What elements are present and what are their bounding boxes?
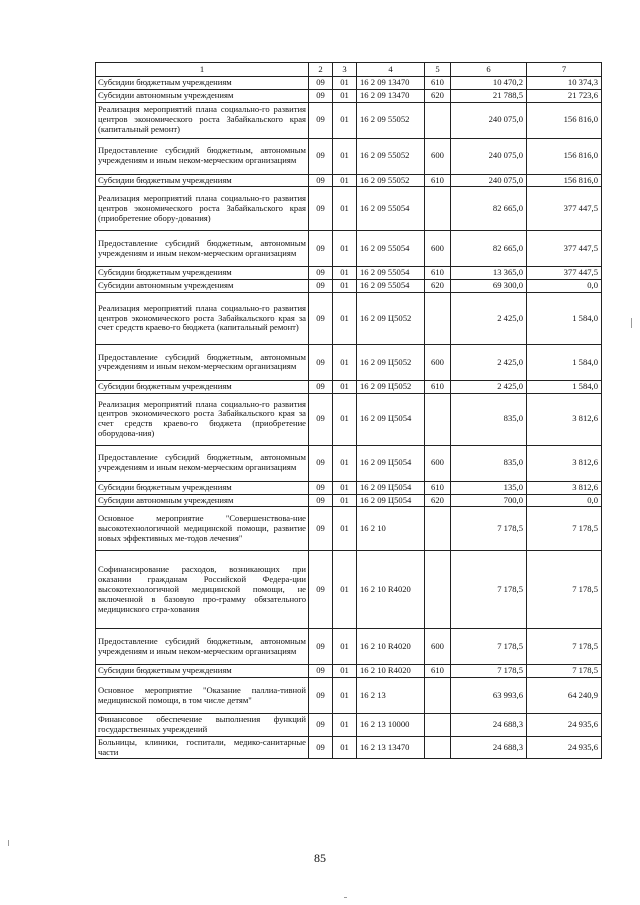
row-value-cell: 24 935,6 xyxy=(527,714,602,737)
row-value-cell xyxy=(425,393,451,445)
column-header: 1 xyxy=(96,63,309,77)
row-value-cell: 1 584,0 xyxy=(527,292,602,344)
row-value-cell: 377 447,5 xyxy=(527,267,602,280)
row-value-cell: 24 688,3 xyxy=(451,714,527,737)
row-value-cell: 09 xyxy=(309,267,333,280)
table-row xyxy=(96,551,602,629)
scan-speck xyxy=(8,840,9,846)
table-row xyxy=(96,736,602,759)
row-value-cell: 24 935,6 xyxy=(527,736,602,759)
row-description-cell: Субсидии бюджетным учреждениям xyxy=(96,380,309,393)
row-description-cell: Основное мероприятие "Оказание паллиа-тивной медицинской помощи, в том числе детям" xyxy=(96,678,309,714)
row-value-cell: 09 xyxy=(309,445,333,481)
column-header: 3 xyxy=(333,63,357,77)
row-value-cell: 16 2 09 55054 xyxy=(357,187,425,231)
table-row xyxy=(96,507,602,551)
row-value-cell: 01 xyxy=(333,665,357,678)
table-row xyxy=(96,380,602,393)
row-value-cell: 7 178,5 xyxy=(451,507,527,551)
row-value-cell: 3 812,6 xyxy=(527,393,602,445)
row-value-cell: 600 xyxy=(425,445,451,481)
row-value-cell: 24 688,3 xyxy=(451,736,527,759)
row-value-cell: 7 178,5 xyxy=(451,551,527,629)
page-number: 85 xyxy=(314,851,326,865)
row-description-cell: Предоставление субсидий бюджетным, автономным учреждениям и иным неком-мерческим организациям xyxy=(96,629,309,665)
row-value-cell: 01 xyxy=(333,77,357,90)
table-row xyxy=(96,231,602,267)
row-value-cell: 10 470,2 xyxy=(451,77,527,90)
row-value-cell: 16 2 09 Ц5052 xyxy=(357,344,425,380)
row-value-cell: 16 2 09 55054 xyxy=(357,267,425,280)
table-body xyxy=(96,77,602,759)
row-value-cell: 2 425,0 xyxy=(451,380,527,393)
row-value-cell: 01 xyxy=(333,231,357,267)
row-value-cell: 16 2 09 Ц5052 xyxy=(357,292,425,344)
row-value-cell: 16 2 10 R4020 xyxy=(357,665,425,678)
row-value-cell: 09 xyxy=(309,678,333,714)
row-value-cell: 09 xyxy=(309,187,333,231)
row-value-cell xyxy=(425,187,451,231)
row-value-cell: 16 2 09 55052 xyxy=(357,174,425,187)
row-value-cell: 240 075,0 xyxy=(451,138,527,174)
row-value-cell: 21 788,5 xyxy=(451,89,527,102)
row-description-cell: Основное мероприятие "Совершенствова-ние высокотехнологичной медицинской помощи, развитие новых эффективных ме-тодов лечения" xyxy=(96,507,309,551)
row-value-cell: 0,0 xyxy=(527,494,602,507)
row-value-cell: 01 xyxy=(333,678,357,714)
row-value-cell: 01 xyxy=(333,736,357,759)
row-value-cell: 16 2 09 Ц5054 xyxy=(357,481,425,494)
table-row xyxy=(96,138,602,174)
row-value-cell: 135,0 xyxy=(451,481,527,494)
table-row xyxy=(96,714,602,737)
row-value-cell: 09 xyxy=(309,138,333,174)
row-value-cell: 01 xyxy=(333,445,357,481)
row-value-cell: 01 xyxy=(333,292,357,344)
row-description-cell: Софинансирование расходов, возникающих при оказании гражданам Российской Федера-ции высокотехнологичной медицинской помощи, не включенной в базовую про-грамму обязательного медицинского стра-хования xyxy=(96,551,309,629)
row-value-cell: 7 178,5 xyxy=(451,665,527,678)
row-value-cell xyxy=(425,292,451,344)
row-value-cell: 2 425,0 xyxy=(451,292,527,344)
table-row xyxy=(96,280,602,293)
column-header: 4 xyxy=(357,63,425,77)
row-value-cell: 01 xyxy=(333,89,357,102)
row-value-cell xyxy=(425,714,451,737)
row-value-cell: 01 xyxy=(333,481,357,494)
row-value-cell: 610 xyxy=(425,174,451,187)
row-value-cell: 610 xyxy=(425,665,451,678)
table-row xyxy=(96,102,602,138)
table-row xyxy=(96,77,602,90)
table-row xyxy=(96,89,602,102)
column-header: 6 xyxy=(451,63,527,77)
row-description-cell: Субсидии автономным учреждениям xyxy=(96,280,309,293)
row-value-cell: 835,0 xyxy=(451,445,527,481)
row-description-cell: Предоставление субсидий бюджетным, автономным учреждениям и иным неком-мерческим организациям xyxy=(96,445,309,481)
row-value-cell: 835,0 xyxy=(451,393,527,445)
row-value-cell: 240 075,0 xyxy=(451,174,527,187)
row-value-cell: 01 xyxy=(333,102,357,138)
table-row xyxy=(96,481,602,494)
row-description-cell: Финансовое обеспечение выполнения функций государственных учреждений xyxy=(96,714,309,737)
row-value-cell: 16 2 09 55054 xyxy=(357,231,425,267)
row-value-cell: 16 2 09 Ц5052 xyxy=(357,380,425,393)
row-value-cell: 16 2 13 10000 xyxy=(357,714,425,737)
row-value-cell: 01 xyxy=(333,507,357,551)
row-value-cell: 16 2 09 Ц5054 xyxy=(357,393,425,445)
table-row xyxy=(96,187,602,231)
row-description-cell: Субсидии автономным учреждениям xyxy=(96,89,309,102)
table-row xyxy=(96,665,602,678)
row-value-cell: 16 2 10 R4020 xyxy=(357,551,425,629)
row-value-cell: 610 xyxy=(425,267,451,280)
row-value-cell: 16 2 10 xyxy=(357,507,425,551)
row-value-cell: 01 xyxy=(333,551,357,629)
row-description-cell: Субсидии бюджетным учреждениям xyxy=(96,77,309,90)
row-value-cell: 1 584,0 xyxy=(527,380,602,393)
row-value-cell: 600 xyxy=(425,629,451,665)
row-value-cell: 01 xyxy=(333,393,357,445)
row-value-cell xyxy=(425,551,451,629)
row-value-cell: 01 xyxy=(333,494,357,507)
row-value-cell: 01 xyxy=(333,280,357,293)
row-value-cell: 7 178,5 xyxy=(527,551,602,629)
row-value-cell: 63 993,6 xyxy=(451,678,527,714)
row-description-cell: Предоставление субсидий бюджетным, автономным учреждениям и иным неком-мерческим организациям xyxy=(96,231,309,267)
row-value-cell: 01 xyxy=(333,344,357,380)
row-value-cell: 09 xyxy=(309,665,333,678)
row-description-cell: Предоставление субсидий бюджетным, автономным учреждениям и иным неком-мерческим организациям xyxy=(96,344,309,380)
row-value-cell: 156 816,0 xyxy=(527,138,602,174)
table-row xyxy=(96,445,602,481)
row-value-cell: 3 812,6 xyxy=(527,481,602,494)
row-value-cell: 3 812,6 xyxy=(527,445,602,481)
row-value-cell: 10 374,3 xyxy=(527,77,602,90)
row-value-cell: 156 816,0 xyxy=(527,174,602,187)
row-value-cell: 610 xyxy=(425,77,451,90)
row-value-cell: 377 447,5 xyxy=(527,231,602,267)
row-value-cell: 01 xyxy=(333,187,357,231)
row-value-cell: 16 2 13 xyxy=(357,678,425,714)
row-value-cell: 09 xyxy=(309,481,333,494)
row-description-cell: Субсидии бюджетным учреждениям xyxy=(96,174,309,187)
row-description-cell: Реализация мероприятий плана социально-го развития центров экономического роста Забайкальского края за счет средств краево-го бюджета (капитальный ремонт) xyxy=(96,292,309,344)
row-value-cell: 1 584,0 xyxy=(527,344,602,380)
budget-table-sheet xyxy=(95,62,601,759)
scan-speck xyxy=(631,318,632,328)
row-value-cell: 01 xyxy=(333,714,357,737)
row-value-cell: 2 425,0 xyxy=(451,344,527,380)
row-value-cell: 156 816,0 xyxy=(527,102,602,138)
row-value-cell: 13 365,0 xyxy=(451,267,527,280)
row-value-cell: 82 665,0 xyxy=(451,187,527,231)
row-value-cell: 377 447,5 xyxy=(527,187,602,231)
column-header: 2 xyxy=(309,63,333,77)
row-value-cell: 620 xyxy=(425,494,451,507)
row-value-cell: 16 2 09 13470 xyxy=(357,89,425,102)
row-value-cell: 09 xyxy=(309,380,333,393)
row-value-cell: 600 xyxy=(425,138,451,174)
column-header: 5 xyxy=(425,63,451,77)
table-row xyxy=(96,174,602,187)
row-value-cell: 620 xyxy=(425,280,451,293)
row-value-cell xyxy=(425,507,451,551)
row-value-cell: 09 xyxy=(309,551,333,629)
row-value-cell: 620 xyxy=(425,89,451,102)
row-description-cell: Реализация мероприятий плана социально-го развития центров экономического роста Забайкальского края (капитальный ремонт) xyxy=(96,102,309,138)
row-value-cell xyxy=(425,102,451,138)
row-value-cell: 09 xyxy=(309,77,333,90)
row-value-cell: 16 2 09 13470 xyxy=(357,77,425,90)
row-value-cell: 09 xyxy=(309,393,333,445)
row-value-cell: 01 xyxy=(333,267,357,280)
table-row xyxy=(96,267,602,280)
row-value-cell: 64 240,9 xyxy=(527,678,602,714)
table-row xyxy=(96,393,602,445)
row-value-cell: 700,0 xyxy=(451,494,527,507)
row-value-cell: 09 xyxy=(309,714,333,737)
row-value-cell: 600 xyxy=(425,231,451,267)
row-value-cell: 7 178,5 xyxy=(527,507,602,551)
row-value-cell: 610 xyxy=(425,481,451,494)
row-description-cell: Реализация мероприятий плана социально-го развития центров экономического роста Забайкальского края за счет средств краево-го бюджета (приобретение оборудова-ния) xyxy=(96,393,309,445)
table-row xyxy=(96,629,602,665)
row-value-cell: 09 xyxy=(309,89,333,102)
row-value-cell: 16 2 09 55054 xyxy=(357,280,425,293)
row-value-cell: 09 xyxy=(309,174,333,187)
row-value-cell: 16 2 13 13470 xyxy=(357,736,425,759)
row-value-cell: 09 xyxy=(309,736,333,759)
row-value-cell: 16 2 09 Ц5054 xyxy=(357,445,425,481)
table-row xyxy=(96,292,602,344)
row-value-cell: 01 xyxy=(333,174,357,187)
row-value-cell xyxy=(425,678,451,714)
row-description-cell: Субсидии автономным учреждениям xyxy=(96,494,309,507)
row-value-cell: 82 665,0 xyxy=(451,231,527,267)
row-value-cell: 7 178,5 xyxy=(527,665,602,678)
budget-table xyxy=(95,62,602,759)
row-value-cell: 16 2 09 55052 xyxy=(357,102,425,138)
row-description-cell: Субсидии бюджетным учреждениям xyxy=(96,481,309,494)
row-value-cell: 09 xyxy=(309,292,333,344)
row-value-cell: 240 075,0 xyxy=(451,102,527,138)
table-row xyxy=(96,344,602,380)
row-value-cell: 09 xyxy=(309,507,333,551)
row-value-cell: 16 2 10 R4020 xyxy=(357,629,425,665)
row-value-cell: 09 xyxy=(309,280,333,293)
row-value-cell: 01 xyxy=(333,629,357,665)
row-description-cell: Субсидии бюджетным учреждениям xyxy=(96,665,309,678)
table-row xyxy=(96,678,602,714)
row-value-cell: 16 2 09 Ц5054 xyxy=(357,494,425,507)
row-value-cell: 01 xyxy=(333,138,357,174)
row-value-cell: 09 xyxy=(309,102,333,138)
row-value-cell: 01 xyxy=(333,380,357,393)
row-value-cell: 09 xyxy=(309,494,333,507)
table-row xyxy=(96,494,602,507)
row-value-cell: 09 xyxy=(309,231,333,267)
row-value-cell: 610 xyxy=(425,380,451,393)
row-value-cell: 09 xyxy=(309,629,333,665)
row-value-cell: 69 300,0 xyxy=(451,280,527,293)
header-row xyxy=(96,63,602,77)
row-description-cell: Реализация мероприятий плана социально-го развития центров экономического роста Забайкальского края (приобретение обору-дования) xyxy=(96,187,309,231)
row-value-cell: 21 723,6 xyxy=(527,89,602,102)
row-value-cell xyxy=(425,736,451,759)
row-description-cell: Субсидии бюджетным учреждениям xyxy=(96,267,309,280)
row-description-cell: Больницы, клиники, госпитали, медико-санитарные части xyxy=(96,736,309,759)
row-value-cell: 16 2 09 55052 xyxy=(357,138,425,174)
row-value-cell: 09 xyxy=(309,344,333,380)
row-value-cell: 7 178,5 xyxy=(451,629,527,665)
column-header: 7 xyxy=(527,63,602,77)
row-value-cell: 0,0 xyxy=(527,280,602,293)
row-value-cell: 600 xyxy=(425,344,451,380)
scan-speck xyxy=(344,897,347,898)
row-value-cell: 7 178,5 xyxy=(527,629,602,665)
row-description-cell: Предоставление субсидий бюджетным, автономным учреждениям и иным неком-мерческим организациям xyxy=(96,138,309,174)
